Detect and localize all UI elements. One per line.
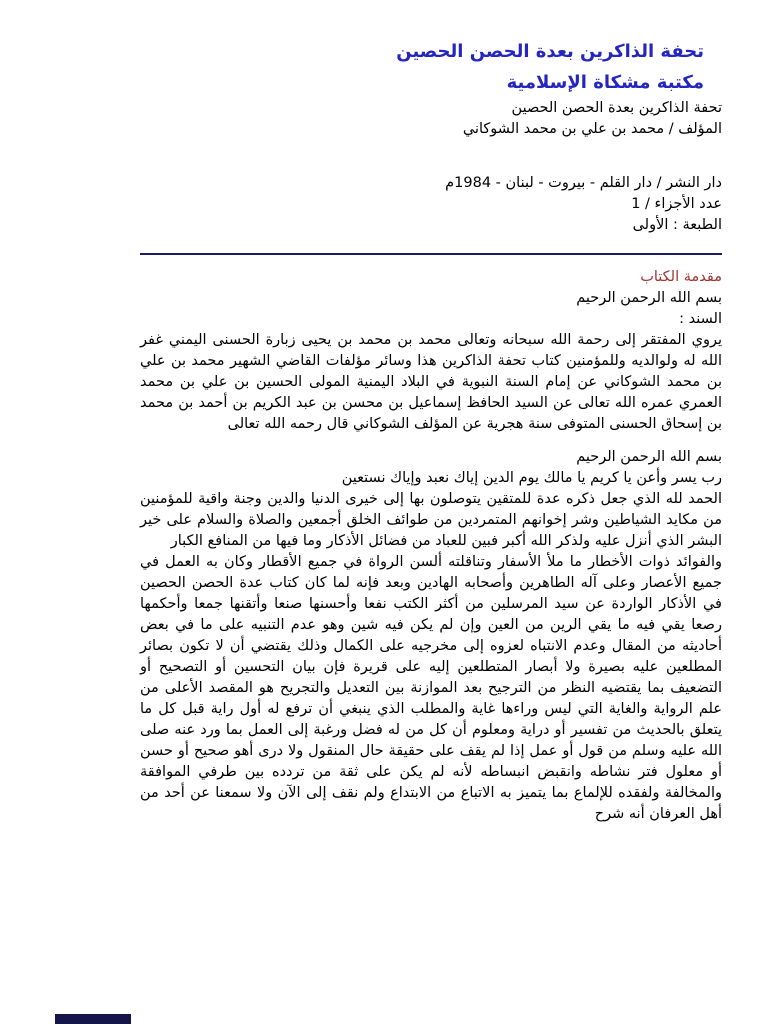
- parts-line: عدد الأجزاء / 1: [631, 196, 722, 212]
- section-divider: [140, 253, 722, 255]
- sanad-label: السند :: [679, 311, 722, 327]
- author-line: المؤلف / محمد بن علي بن محمد الشوكاني: [462, 121, 722, 137]
- basmala-line: بسم الله الرحمن الرحيم: [576, 290, 722, 306]
- body-paragraph: والفوائد ذوات الأخطار ما ملأ الأسفار وتناقلته ألسن الرواة في جميع الأقطار وكان به العمل في جميع الأعصار وعلى آله الطاهرين وأصحابه الهادين وبعد فإنه لما كان كتاب عدة الحصن الحصين في الأذكار الواردة عن سيد المرسلين من أكثر الكتب نفعا وأحسنها صنعا وأتقنها جمعا وأحكمها رصعا يقي فيه ما يقي الرين من العين وإن لم يكن فيه شين وهو عدم التنبيه على ما في بعض أحاديثه من المقال وعدم الانتباه لعزوه إلى مخرجيه على الكمال وذلك يقتضي أن لا تكون بصائر المطلعين عليه بصيرة ولا أبصار المتطلعين إليه على قريرة فإن بيان التحسين أو التصحيح أو التضعيف بما يقتضيه النظر من الترجيح بعد الموازنة بين التعديل والتجريح هو المقصد الأعلى من علم الرواية والغاية التي ليس وراءها غاية والمطلب الذي ينبغي أن ترفع له أول راية قبل كل ما يتعلق بالحديث من تفسير أو دراية ومعلوم أن كل من له فضل ورغبة إلى العمل بما ورد عنه صلى الله عليه وسلم من قول أو عمل إذا لم يقف على حقيقة حال المنقول ولا درى أهو صحيح أو حسن أو معلول فتر نشاطه وانقبض انبساطه لأنه لم يكن على ثقة من تردده بين طرفي الموافقة والمخالفة ولفقده للإلماع بما يتميز به الاتباع من الابتداع ولم نقف إلى الآن ولا سمعنا عن أحد من أهل العرفان أنه شرح: [140, 554, 722, 822]
- publisher-line: دار النشر / دار القلم - بيروت - لبنان - 1984م: [445, 175, 722, 191]
- page-corner-artifact: [55, 1014, 131, 1024]
- sanad-paragraph: يروي المفتقر إلى رحمة الله سبحانه وتعالى محمد بن محمد بن يحيى زبارة الحسنى اليمني غفر الله له ولوالديه وللمؤمنين كتاب تحفة الذاكرين هذا وسائر مؤلفات القاضي الشهير محمد بن علي بن محمد الشوكاني عن إمام السنة النبوية في البلاد اليمنية المولى الحسين بن علي بن محمد العمري عمره الله تعالى عن السيد الحافظ إسماعيل بن محسن بن عبد الكريم بن أحمد بن محمد بن إسحاق الحسنى المتوفى سنة هجرية عن المؤلف الشوكاني قال رحمه الله تعالى: [140, 332, 722, 432]
- title-block: [140, 36, 722, 98]
- edition-line: الطبعة : الأولى: [632, 217, 722, 233]
- page-content: [140, 0, 722, 825]
- basmala-line-2: بسم الله الرحمن الرحيم: [576, 449, 722, 465]
- intro-paragraph: الحمد لله الذي جعل ذكره عدة للمتقين يتوصلون بها إلى خيرى الدنيا والدين وجنة واقية للمؤمنين من مكايد الشياطين وشر إخوانهم المتمردين من طوائف الخلق أجمعين والصلاة والسلام على خير البشر الذي أنزل عليه ولذكر الله أكبر فبين للعباد من فضائل الأذكار وما فيها من المنافع الكبار: [140, 491, 722, 549]
- dua-line: رب يسر وأعن يا كريم يا مالك يوم الدين إياك نعبد وإياك نستعين: [341, 470, 722, 486]
- document-title: تحفة الذاكرين بعدة الحصن الحصين: [396, 41, 704, 62]
- publication-block: [140, 173, 722, 236]
- section-heading: مقدمة الكتاب: [640, 269, 722, 285]
- book-title-line: تحفة الذاكرين بعدة الحصن الحصين: [511, 100, 722, 116]
- library-title: مكتبة مشكاة الإسلامية: [506, 72, 704, 93]
